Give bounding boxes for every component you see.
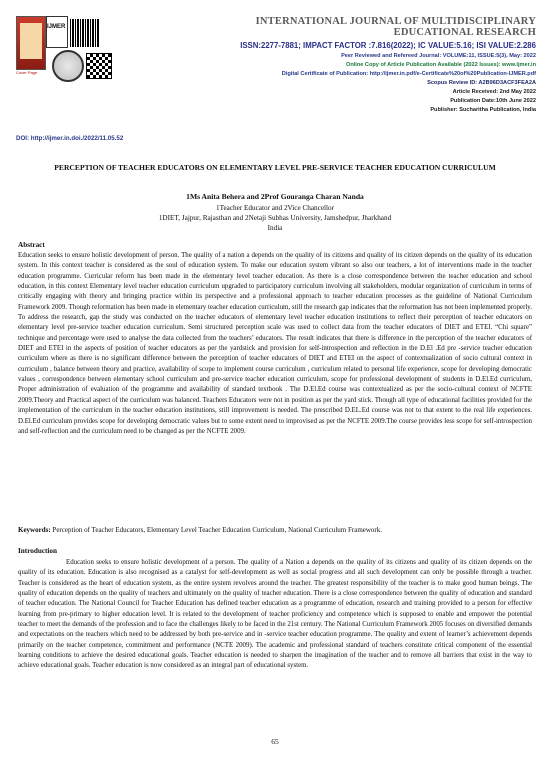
issn-line: ISSN:2277-7881; IMPACT FACTOR :7.816(2022); IC VALUE:5.16; ISI VALUE:2.286 [240, 41, 536, 50]
affiliation-country: India [267, 224, 283, 232]
article-received-line: Article Received: 2nd May 2022 [452, 89, 536, 95]
seal-icon [52, 50, 84, 82]
page-number: 65 [271, 737, 279, 746]
peer-review-line: Peer Reviewed and Refereed Journal: VOLUME:11, ISSUE:5(3), May: 2022 [341, 53, 536, 59]
paper-title: PERCEPTION OF TEACHER EDUCATORS ON ELEMENTARY LEVEL PRE-SERVICE TEACHER EDUCATION CURRICULUM [54, 163, 496, 172]
journal-logo-text: IJMER [47, 24, 66, 30]
barcode-icon [70, 19, 100, 47]
header-logos [16, 16, 206, 136]
publication-date-line: Publication Date:10th June 2022 [450, 98, 536, 104]
journal-cover-image [16, 16, 46, 70]
publisher-line: Publisher: Sucharitha Publication, India [430, 107, 536, 113]
keywords-label: Keywords: [18, 526, 51, 534]
abstract-heading: Abstract [18, 241, 45, 249]
online-copy-line[interactable]: Online Copy of Article Publication Available (2022 Issues): www.ijmer.in [345, 62, 536, 68]
affiliation-institutions: 1DIET, Jajpur, Rajasthan and 2Netaji Subhas University, Jamshedpur, Jharkhand [158, 214, 392, 222]
journal-header [196, 16, 536, 113]
introduction-heading: Introduction [18, 547, 58, 555]
cover-page-label: Cover Page [16, 70, 38, 75]
scopus-review-line: Scopus Review ID: A2B96D3ACF3FEA2A [427, 80, 536, 86]
affiliation-roles: 1Teacher Educator and 2Vice Chancellor [216, 204, 334, 212]
qr-code-icon [86, 53, 112, 79]
journal-logo [46, 16, 68, 48]
journal-title: INTERNATIONAL JOURNAL OF MULTIDISCIPLINARY EDUCATIONAL RESEARCH [255, 16, 536, 38]
abstract-text: Education seeks to ensure holistic development of person. The quality of a nation a depends on the quality of its citizens and quality of its citizen depends on the quality of its education system. In this context teacher is considered as the soul of education system. To make our education system vibrant so also our teachers, a lot of interventions made in the teacher education programme. Curricular reform has been made in the elementary level teacher education. As there is a close correspondence between the teacher education and school education, in this context Elementary level teacher education curriculum upgraded to participatory curriculum involving all stakeholders, modular organization of curriculum in terms of critically engaging with theory and bringing practice within its perspective and a professional approach to teacher education processes as the guideline of National Curriculum Framework 2009. Though reformation has been made in elementary teacher education curriculum, still the research gap indicates that the reformation has not been implemented properly. To address the research, gap the study was conducted on the teacher educators of elementary level teacher education institutions to reflect their perception of teacher educators on elementary level pre-service teacher education curriculum. Semi structured perception scale was used to collect data from the teacher educators of DIET and ETEI. “Chi square” technique and percentage were used to analyse the data collected from the teachers’ educators. The result indicates that there is difference in the perception of the teacher educators of DIET and ETEI in the aspects of position of teacher educators as per the yardstick and provision for self-introspection and reflection in the D.El .Ed pre -service teacher education curriculum where as there is no significant difference between the perception of teacher educators of DIET and ETEI on the aspect of contextualization of socio cultural context in curriculum , balance between theory and practice, availability of scope to implement course curriculum , curriculum related to personal life experience, scope for developing democratic values , correspondence between elementary school curriculum and pre-service teacher education curriculum, scope for professional development of students in D.El.Ed curriculum, Proper administration of evaluation of the programme and availability of standard textbook . The D.El.Ed course was contextualized as per the socio-cultural context of NCFTE 2009.Theory and Practical aspect of the curriculum was balanced. Teachers Educators were not in position as per the yard stick. Though all type of educational facilities provided for the implementation of the curriculum in the teacher education institutions, still improvement is needed. The prescribed D.EL.Ed course was not to that extent to the real life experiences. D.El.Ed curriculum provides scope for developing democratic values but to some extent need to improvised as per the NCFTE 2009.The course provides less scope for self-introspection and self-reflection and the curriculum need to be changed as per the NCFTE 2009. [18, 252, 532, 435]
doi-link[interactable]: DOI: http://ijmer.in.doi./2022/11.05.52 [16, 135, 124, 142]
introduction-text: Education seeks to ensure holistic development of a person. The quality of a Nation a depends on the quality of its citizens and quality of its citizen depends on the quality of its education. Education is also recognised as a catalyst for self-development as well as social progress and all such development can only be possible through a teacher. Teacher is considered as the heart of education system, as the entire system revolves around the teacher. The greatest responsibility of the teacher is to make good human beings. The quality of education depends on the quality of teachers and ultimately on the quality of teacher education. There is a close correspondence between the quality of education and standard of teacher education. The National Council for Teacher Education has defined teacher education as a programme of education, research and training provided to a person for effective learning from pre-primary to higher education level. It is related to the development of teacher proficiency and competence which is supposed to enable and empower the potential teacher to meet the demands of the profession and to face the challenges likely to be faced in the 21st century. The National Curriculum Framework 2005 focuses on diversified demands and expectations on the teachers which need to be addressed by both pre-service and in -service teacher education programme. The quality and extent of learner’s achievement depends primarily on the teacher competence, commitment and performance (NCTE 2009). The academic and professional standard of teachers constitute critical component of the essential learning conditions to achieve the desired educational goals. Teacher education is needed to sharpen the imagination of the teacher and to remove all barriers that exist in the way to achieve educational goals. Teacher education is now considered as an integral part of educational system. [18, 559, 532, 670]
keywords-text: Perception of Teacher Educators, Elementary Level Teacher Education Curriculum, National Curriculum Framework. [52, 526, 383, 534]
paper-authors: 1Ms Anita Behera and 2Prof Gouranga Charan Nanda [186, 192, 364, 201]
keywords [18, 526, 532, 534]
digital-certificate-line[interactable]: Digital Certificate of Publication: http://ijmer.in.pdf/e-Certificate%20of%20Publication-IJMER.pdf [281, 71, 536, 77]
